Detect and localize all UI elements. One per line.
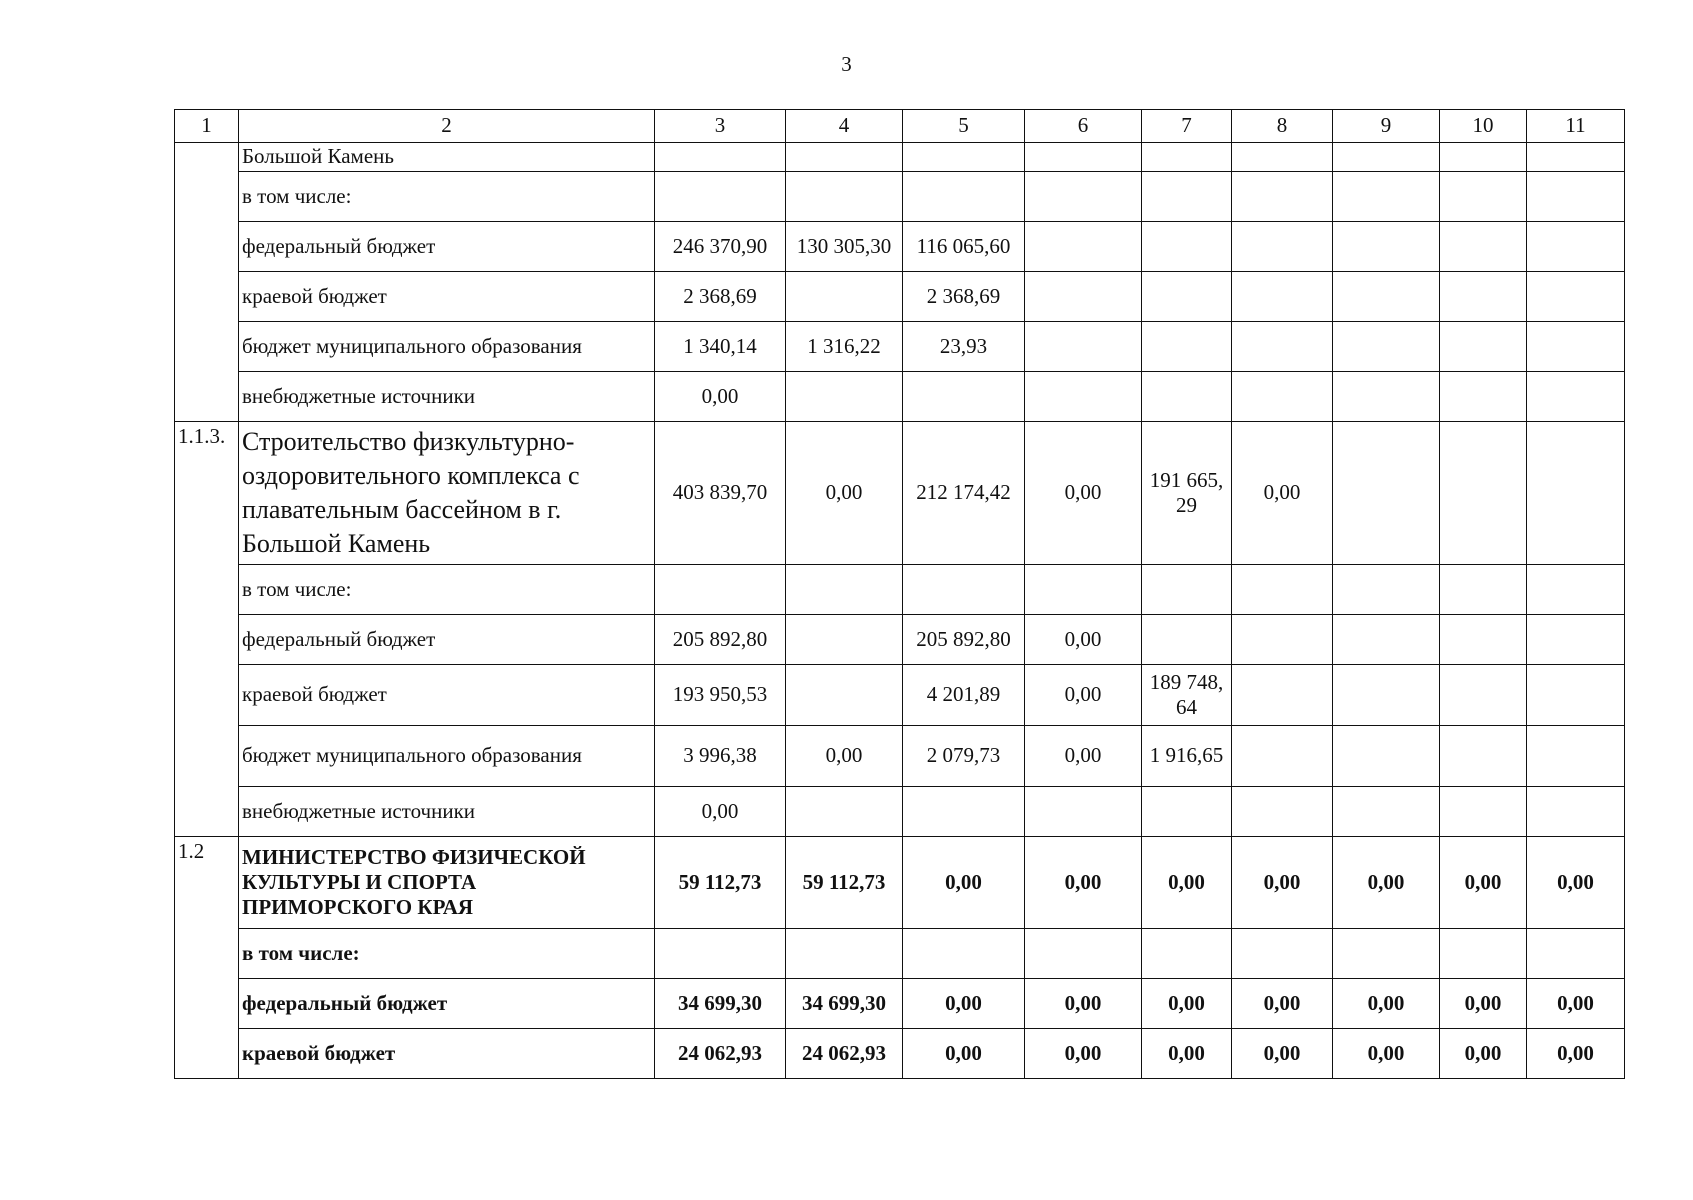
value-cell: 1 316,22: [786, 322, 903, 372]
value-cell: [786, 272, 903, 322]
value-cell: 2 368,69: [655, 272, 786, 322]
value-cell: 23,93: [903, 322, 1025, 372]
value-cell: 34 699,30: [655, 979, 786, 1029]
value-cell: [1333, 143, 1440, 172]
value-cell: 0,00: [786, 726, 903, 787]
value-cell: 0,00: [1232, 422, 1333, 565]
value-cell: 24 062,93: [786, 1029, 903, 1079]
value-cell: 0,00: [1527, 837, 1625, 929]
row-code: 1.1.3.: [175, 422, 239, 837]
value-cell: 34 699,30: [786, 979, 903, 1029]
value-cell: 59 112,73: [655, 837, 786, 929]
value-cell: 0,00: [655, 787, 786, 837]
value-cell: [1440, 929, 1527, 979]
budget-table: [174, 109, 1625, 1079]
value-cell: 3 996,38: [655, 726, 786, 787]
value-cell: [903, 565, 1025, 615]
value-cell: [1440, 726, 1527, 787]
row-name: внебюджетные источники: [239, 787, 655, 837]
value-cell: [1232, 565, 1333, 615]
value-cell: [1333, 372, 1440, 422]
value-cell: [1142, 787, 1232, 837]
column-number: 9: [1333, 110, 1440, 143]
value-cell: 0,00: [1142, 979, 1232, 1029]
value-cell: [786, 565, 903, 615]
value-cell: [655, 565, 786, 615]
value-cell: 0,00: [1440, 837, 1527, 929]
page-number: 3: [841, 52, 852, 76]
value-cell: [1025, 787, 1142, 837]
column-number: 7: [1142, 110, 1232, 143]
row-name: Большой Камень: [239, 143, 655, 172]
value-cell: 0,00: [1025, 422, 1142, 565]
value-cell: [903, 172, 1025, 222]
value-cell: 0,00: [1025, 726, 1142, 787]
value-cell: [1025, 172, 1142, 222]
value-cell: [1440, 143, 1527, 172]
column-number: 10: [1440, 110, 1527, 143]
value-cell: [1232, 322, 1333, 372]
value-cell: 0,00: [1527, 979, 1625, 1029]
value-cell: [1142, 272, 1232, 322]
table-row: [175, 222, 1625, 272]
column-number: 1: [175, 110, 239, 143]
value-cell: [1527, 726, 1625, 787]
value-cell: 0,00: [1333, 837, 1440, 929]
value-cell: [1333, 172, 1440, 222]
column-number: 2: [239, 110, 655, 143]
value-cell: [1440, 422, 1527, 565]
value-cell: 1 340,14: [655, 322, 786, 372]
value-cell: [1142, 322, 1232, 372]
table-row: [175, 665, 1625, 726]
table-row: [175, 1029, 1625, 1079]
value-cell: [655, 929, 786, 979]
value-cell: [1232, 272, 1333, 322]
value-cell: [1440, 222, 1527, 272]
value-cell: [1333, 322, 1440, 372]
row-name: краевой бюджет: [239, 665, 655, 726]
value-cell: [1025, 143, 1142, 172]
value-cell: [1025, 372, 1142, 422]
value-cell: 0,00: [1440, 979, 1527, 1029]
value-cell: [1527, 222, 1625, 272]
value-cell: 0,00: [1142, 837, 1232, 929]
value-cell: 2 079,73: [903, 726, 1025, 787]
column-number: 6: [1025, 110, 1142, 143]
value-cell: 193 950,53: [655, 665, 786, 726]
value-cell: [1527, 787, 1625, 837]
value-cell: [1232, 222, 1333, 272]
value-cell: [1333, 726, 1440, 787]
value-cell: 0,00: [1025, 1029, 1142, 1079]
value-cell: 0,00: [1025, 979, 1142, 1029]
column-number: 8: [1232, 110, 1333, 143]
value-cell: [1025, 322, 1142, 372]
row-name: в том числе:: [239, 172, 655, 222]
value-cell: [1142, 615, 1232, 665]
value-cell: 0,00: [1440, 1029, 1527, 1079]
value-cell: [1232, 726, 1333, 787]
column-number: 3: [655, 110, 786, 143]
value-cell: 246 370,90: [655, 222, 786, 272]
column-number: 5: [903, 110, 1025, 143]
value-cell: [655, 143, 786, 172]
value-cell: 0,00: [903, 1029, 1025, 1079]
table-row: [175, 787, 1625, 837]
column-number: 4: [786, 110, 903, 143]
value-cell: [1527, 143, 1625, 172]
table-row: [175, 143, 1625, 172]
column-number: 11: [1527, 110, 1625, 143]
value-cell: [903, 929, 1025, 979]
value-cell: 0,00: [1232, 979, 1333, 1029]
row-name: внебюджетные источники: [239, 372, 655, 422]
row-name: бюджет муниципального образования: [239, 726, 655, 787]
table-row: [175, 272, 1625, 322]
value-cell: [1232, 143, 1333, 172]
value-cell: [1440, 272, 1527, 322]
row-name: бюджет муниципального образования: [239, 322, 655, 372]
value-cell: [1025, 222, 1142, 272]
row-name: федеральный бюджет: [239, 222, 655, 272]
value-cell: 403 839,70: [655, 422, 786, 565]
value-cell: [1232, 929, 1333, 979]
value-cell: [1527, 422, 1625, 565]
value-cell: 0,00: [1232, 1029, 1333, 1079]
row-name: Строительство физкультурно-оздоровительного комплекса с плавательным бассейном в г. Большой Камень: [239, 422, 655, 565]
value-cell: [903, 143, 1025, 172]
value-cell: [1333, 222, 1440, 272]
value-cell: [1527, 565, 1625, 615]
value-cell: [1333, 272, 1440, 322]
value-cell: [1527, 615, 1625, 665]
value-cell: [903, 372, 1025, 422]
value-cell: 189 748,64: [1142, 665, 1232, 726]
table-row: [175, 837, 1625, 929]
value-cell: [1333, 565, 1440, 615]
value-cell: [1025, 929, 1142, 979]
value-cell: [1527, 322, 1625, 372]
value-cell: [1232, 665, 1333, 726]
table-row: [175, 372, 1625, 422]
value-cell: [1142, 172, 1232, 222]
value-cell: 0,00: [1025, 837, 1142, 929]
row-name: краевой бюджет: [239, 272, 655, 322]
value-cell: 0,00: [1527, 1029, 1625, 1079]
value-cell: 0,00: [786, 422, 903, 565]
value-cell: [1527, 372, 1625, 422]
value-cell: [1527, 929, 1625, 979]
value-cell: [1333, 422, 1440, 565]
value-cell: [1232, 172, 1333, 222]
row-name: федеральный бюджет: [239, 979, 655, 1029]
value-cell: [1440, 665, 1527, 726]
value-cell: [1142, 143, 1232, 172]
value-cell: [786, 172, 903, 222]
value-cell: 0,00: [1142, 1029, 1232, 1079]
value-cell: 24 062,93: [655, 1029, 786, 1079]
value-cell: 0,00: [1333, 979, 1440, 1029]
value-cell: [655, 172, 786, 222]
value-cell: [1440, 372, 1527, 422]
value-cell: 205 892,80: [655, 615, 786, 665]
value-cell: [1440, 322, 1527, 372]
value-cell: [1527, 272, 1625, 322]
table-row: [175, 615, 1625, 665]
value-cell: [1527, 665, 1625, 726]
value-cell: [1025, 565, 1142, 615]
row-name: МИНИСТЕРСТВО ФИЗИЧЕСКОЙ КУЛЬТУРЫ И СПОРТА ПРИМОРСКОГО КРАЯ: [239, 837, 655, 929]
value-cell: [786, 143, 903, 172]
value-cell: [1440, 615, 1527, 665]
value-cell: 0,00: [903, 979, 1025, 1029]
value-cell: [1232, 787, 1333, 837]
value-cell: 0,00: [655, 372, 786, 422]
row-name: в том числе:: [239, 929, 655, 979]
value-cell: 205 892,80: [903, 615, 1025, 665]
value-cell: 0,00: [1025, 615, 1142, 665]
value-cell: [786, 929, 903, 979]
table-row: [175, 322, 1625, 372]
row-code: 1.2: [175, 837, 239, 1079]
table-row: [175, 422, 1625, 565]
value-cell: [1232, 615, 1333, 665]
value-cell: 191 665,29: [1142, 422, 1232, 565]
value-cell: [1333, 929, 1440, 979]
value-cell: 130 305,30: [786, 222, 903, 272]
value-cell: [786, 372, 903, 422]
value-cell: [903, 787, 1025, 837]
table-row: [175, 726, 1625, 787]
value-cell: [786, 665, 903, 726]
value-cell: [1142, 372, 1232, 422]
column-number-row: [175, 110, 1625, 143]
value-cell: [1232, 372, 1333, 422]
value-cell: [1440, 565, 1527, 615]
value-cell: [1142, 565, 1232, 615]
row-name: краевой бюджет: [239, 1029, 655, 1079]
table-row: [175, 172, 1625, 222]
value-cell: [1025, 272, 1142, 322]
value-cell: [1142, 222, 1232, 272]
value-cell: 0,00: [1025, 665, 1142, 726]
table-row: [175, 565, 1625, 615]
value-cell: 1 916,65: [1142, 726, 1232, 787]
value-cell: [1333, 615, 1440, 665]
value-cell: 0,00: [1232, 837, 1333, 929]
table-row: [175, 979, 1625, 1029]
value-cell: [1440, 172, 1527, 222]
value-cell: 0,00: [1333, 1029, 1440, 1079]
row-name: федеральный бюджет: [239, 615, 655, 665]
value-cell: [1333, 787, 1440, 837]
value-cell: [1440, 787, 1527, 837]
value-cell: [786, 615, 903, 665]
row-code-cell: [175, 143, 239, 422]
value-cell: [1333, 665, 1440, 726]
value-cell: 59 112,73: [786, 837, 903, 929]
value-cell: 2 368,69: [903, 272, 1025, 322]
value-cell: [786, 787, 903, 837]
value-cell: [1142, 929, 1232, 979]
value-cell: 116 065,60: [903, 222, 1025, 272]
value-cell: 0,00: [903, 837, 1025, 929]
value-cell: 212 174,42: [903, 422, 1025, 565]
table-row: [175, 929, 1625, 979]
value-cell: 4 201,89: [903, 665, 1025, 726]
value-cell: [1527, 172, 1625, 222]
row-name: в том числе:: [239, 565, 655, 615]
